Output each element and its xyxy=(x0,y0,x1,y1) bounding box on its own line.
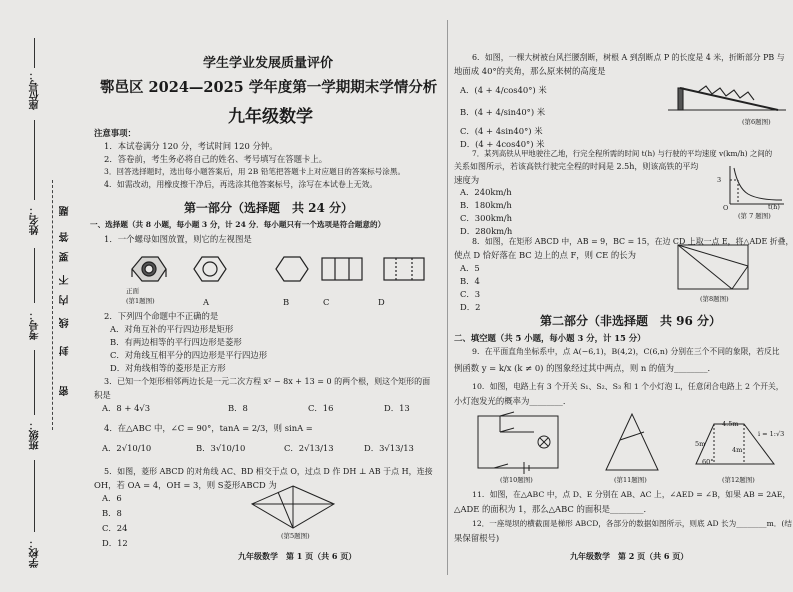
seal-char: 要 xyxy=(60,252,71,262)
q6-tree-figure xyxy=(668,74,788,118)
q7-stem: 7．某列高铁从甲地驶往乙地，行完全程所需的时间 t(h) 与行驶的平均速度 v(km/h) 之间的 xyxy=(472,149,773,158)
part2-title: 第二部分（非选择题 共 96 分） xyxy=(540,314,722,328)
q1-label-a: A xyxy=(203,297,210,307)
q4-stem: 4．在△ABC 中，∠C = 90°，tanA = 2/3，则 sinA = xyxy=(104,423,313,433)
q6-option: C．(4 + 4sin40°) 米 xyxy=(460,126,543,136)
q6-option: A．(4 + 4/cos40°) 米 xyxy=(460,85,547,95)
q10-caption: (第10题图) xyxy=(500,476,533,484)
q2-option: D．对角线相等的菱形是正方形 xyxy=(110,363,226,373)
exam-no-label: 考号： xyxy=(30,310,41,340)
q8-caption: (第8题图) xyxy=(700,295,729,303)
q10-circuit-figure xyxy=(474,410,564,478)
q6-option: D．(4 + 4cos40°) 米 xyxy=(460,139,545,149)
q11-caption: (第11题图) xyxy=(614,476,647,484)
q8-option: D．2 xyxy=(460,302,481,312)
q1-label-b: B xyxy=(283,297,290,307)
q5-option: B．8 xyxy=(102,508,122,518)
q7-option: D．280km/h xyxy=(460,226,513,236)
notes-title: 注意事项： xyxy=(94,128,136,138)
q3-option: A．8 + 4√3 xyxy=(102,403,151,413)
q2-option: C．对角线互相平分的四边形是平行四边形 xyxy=(110,350,268,360)
q11-stem: 11．如图，在△ABC 中，点 D、E 分别在 AB、AC 上，∠AED = ∠B，如果 AB = 2AE， xyxy=(472,490,791,499)
q12-dim-height: 4m xyxy=(732,446,743,454)
q5-rhombus-figure xyxy=(248,482,338,532)
q7-stem3: 速度为 xyxy=(454,175,480,185)
seal-char: 密 xyxy=(60,386,71,396)
q8-rectangle-figure xyxy=(674,242,754,294)
q3-stem2: 积是 xyxy=(94,390,111,400)
seal-char: 封 xyxy=(60,346,71,356)
q7-axis-t: t(h) xyxy=(768,203,780,211)
note-item: 4．如需改动，用橡皮擦干净后，再选涂其他答案标号，涂写在本试卷上无效。 xyxy=(104,180,378,189)
exam-no-line xyxy=(34,248,35,303)
q5-caption: (第5题图) xyxy=(281,532,310,540)
q12-angle: 60° xyxy=(702,458,714,466)
q8-stem: 8．如图，在矩形 ABCD 中，AB = 9，BC = 15，在边 CD 上取一点 E，将△ADE 折叠， xyxy=(472,237,793,246)
seal-char: 题 xyxy=(60,206,71,216)
q12-slope: i = 1:√3 xyxy=(758,430,785,438)
q7-option: C．300km/h xyxy=(460,213,513,223)
footer-page1: 九年级数学 第 1 页（共 6 页） xyxy=(238,551,357,561)
q12-stem: 12．一座堤坝的横截面是梯形 ABCD，各部分的数据如图所示，则底 AD 长为________m．(结 xyxy=(472,519,792,528)
part1-section: 一、选择题（共 8 小题，每小题 3 分，计 24 分．每小题只有一个选项是符合题意的） xyxy=(90,220,386,229)
q3-option: C．16 xyxy=(308,403,334,413)
q5-stem: 5．如图，菱形 ABCD 的对角线 AC、BD 相交于点 O，过点 D 作 DH ⊥ AB 于点 H，连接 xyxy=(104,467,433,476)
q7-origin: O xyxy=(723,204,729,212)
class-line xyxy=(34,350,35,415)
q1-label-d: D xyxy=(378,297,385,307)
header-line2: 鄠邑区 2024—2025 学年度第一学期期末学情分析 xyxy=(100,79,438,96)
subject-title: 九年级数学 xyxy=(228,107,313,127)
q5-option: C．24 xyxy=(102,523,128,533)
q7-option: A．240km/h xyxy=(460,187,512,197)
q11-stem2: △ADE 的面积为 1，那么△ABC 的面积是________． xyxy=(454,504,652,514)
class-label: 班级： xyxy=(30,420,41,450)
q12-caption: (第12题图) xyxy=(722,476,755,484)
q8-option: B．4 xyxy=(460,276,480,286)
q1-label-c: C xyxy=(323,297,330,307)
binding-margin xyxy=(0,0,88,592)
page-divider xyxy=(447,20,448,575)
q9-stem: 9．在平面直角坐标系中，点 A(−6,1)，B(4,2)，C(6,n) 分别在三个不同的象限，若反比 xyxy=(472,347,780,356)
q7-caption: (第 7 题图) xyxy=(738,212,771,220)
note-item: 3．回答选择题时，选出每小题答案后，用 2B 铅笔把答题卡上对应题目的答案标号涂黑。 xyxy=(104,167,406,176)
q1-stem: 1．一个螺母如图放置，则它的左视图是 xyxy=(104,234,252,244)
q12-stem2: 果保留根号) xyxy=(454,533,500,543)
q12-dim-left: 5m xyxy=(695,440,706,448)
q8-stem2: 使点 D 恰好落在 BC 边上的点 F，则 CE 的长为 xyxy=(454,250,637,260)
q6-stem: 6．如图，一棵大树被台风拦腰刮断，树根 A 到刮断点 P 的长度是 4 米，折断部分 PB 与 xyxy=(472,53,785,62)
q2-option: B．有两边相等的平行四边形是菱形 xyxy=(110,337,242,347)
q3-option: D．13 xyxy=(384,403,410,413)
q6-stem2: 地面成 40°的夹角，那么原来树的高度是 xyxy=(454,66,606,76)
q11-triangle-figure xyxy=(602,412,662,476)
part1-title: 第一部分（选择题 共 24 分） xyxy=(184,201,354,215)
name-line xyxy=(34,120,35,200)
q3-stem: 3．已知一个矩形相邻两边长是一元二次方程 x² − 8x + 13 = 0 的两个根，则这个矩形的面 xyxy=(104,377,431,386)
seal-char: 答 xyxy=(60,232,71,242)
seal-char: 线 xyxy=(60,318,71,328)
q12-dim-top: 4.5m xyxy=(722,420,739,428)
q7-option: B．180km/h xyxy=(460,200,512,210)
q10-stem2: 小灯泡发光的概率为________． xyxy=(454,396,572,406)
q9-stem2: 例函数 y = k/x (k ≠ 0) 的图象经过其中两点，则 n 的值为________． xyxy=(454,363,716,373)
q3-option: B．8 xyxy=(228,403,248,413)
footer-page2: 九年级数学 第 2 页（共 6 页） xyxy=(570,551,689,561)
q5-stem2: OH，若 OA = 4，OH = 3，则 S菱形ABCD 为 xyxy=(94,480,277,490)
q1-figures xyxy=(126,247,426,303)
name-label: 姓名： xyxy=(30,205,41,235)
q4-option: B．3√10/10 xyxy=(196,443,246,453)
q10-stem: 10．如图，电路上有 3 个开关 S₁、S₂、S₃ 和 1 个小灯泡 L，任意闭合电路上 2 个开关， xyxy=(472,382,784,391)
q8-option: A．5 xyxy=(460,263,480,273)
q7-tick: 3 xyxy=(717,176,722,184)
q1-caption: (第1题图) xyxy=(126,297,155,305)
q7-stem2: 关系如图所示，若该高铁行驶完全程的时间是 2.5h，则该高铁的平均 xyxy=(454,162,699,171)
q4-option: D．3√13/13 xyxy=(364,443,414,453)
q2-stem: 2．下列四个命题中不正确的是 xyxy=(104,311,219,321)
seal-char: 不 xyxy=(60,275,71,285)
q6-caption: (第6题图) xyxy=(742,118,771,126)
q8-option: C．3 xyxy=(460,289,481,299)
note-item: 1．本试卷满分 120 分，考试时间 120 分钟。 xyxy=(104,141,278,151)
seal-char: 内 xyxy=(60,295,71,305)
q1-front-label: 正面 xyxy=(126,287,139,295)
seat-line xyxy=(34,38,35,68)
q4-option: A．2√10/10 xyxy=(102,443,152,453)
q5-option: D．12 xyxy=(102,538,128,548)
q2-option: A．对角互补的平行四边形是矩形 xyxy=(110,324,234,334)
q6-option: B．(4 + 4/sin40°) 米 xyxy=(460,107,546,117)
note-item: 2．答卷前，考生务必将自己的姓名、考号填写在答题卡上。 xyxy=(104,154,328,164)
school-line xyxy=(34,460,35,532)
header-line1: 学生学业发展质量评价 xyxy=(203,56,334,71)
part2-section: 二、填空题（共 5 小题，每小题 3 分，计 15 分） xyxy=(454,333,646,343)
school-label: 学校： xyxy=(30,538,41,568)
q5-option: A．6 xyxy=(102,493,122,503)
seat-label: 座位号： xyxy=(30,70,41,110)
q4-option: C．2√13/13 xyxy=(284,443,334,453)
